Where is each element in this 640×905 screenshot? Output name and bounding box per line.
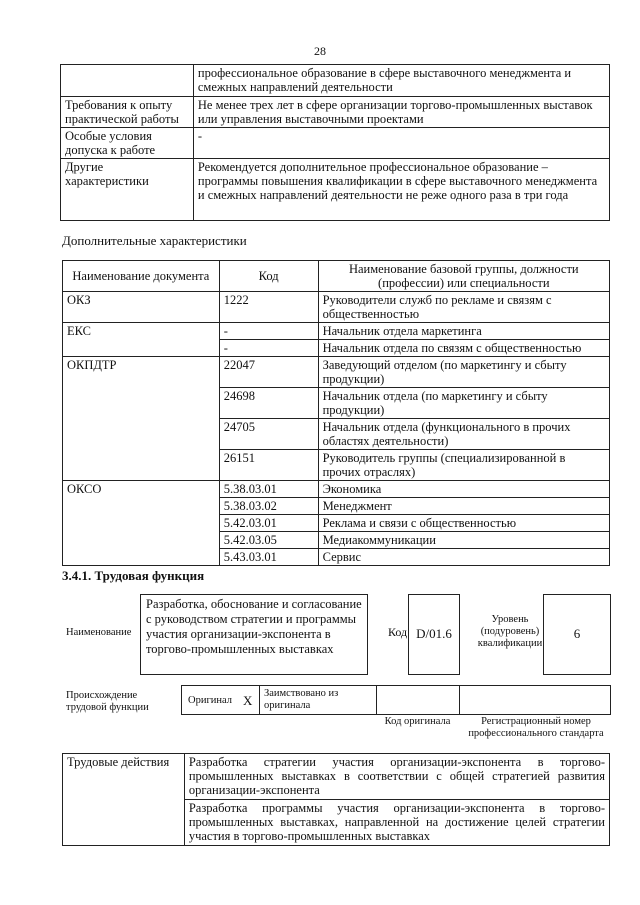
doc-cell: ОКПДТР — [63, 357, 220, 481]
name-cell: Реклама и связи с общественностью — [318, 515, 609, 532]
header-doc: Наименование документа — [63, 261, 220, 292]
level-box — [543, 594, 611, 675]
code-cell: 1222 — [219, 292, 318, 323]
function-name-box — [140, 594, 368, 675]
code-label: Код — [388, 625, 408, 639]
divider — [459, 686, 460, 714]
level-label: Уровень (подуровень) квалификации — [477, 614, 543, 649]
req-value: Не менее трех лет в сфере организации торгово-промышленных выставок или управления выставочными проектами — [193, 97, 609, 128]
req-label: Другие характеристики — [61, 159, 194, 221]
level-value: 6 — [573, 626, 581, 641]
actions-table — [62, 753, 610, 846]
code-cell: 22047 — [219, 357, 318, 388]
name-cell: Заведующий отделом (по маркетингу и сбыту продукции) — [318, 357, 609, 388]
name-cell: Менеджмент — [318, 498, 609, 515]
code-cell: 24698 — [219, 388, 318, 419]
header-name: Наименование базовой группы, должности (профессии) или специальности — [318, 261, 609, 292]
additional-table — [62, 260, 610, 566]
req-value: - — [193, 128, 609, 159]
req-value: Рекомендуется дополнительное профессиональное образование – программы повышения квалификации в сфере выставочного менеджмента и смежных направлений деятельности не реже одного раза в три года — [193, 159, 609, 221]
actions-label: Трудовые действия — [63, 754, 185, 846]
action-item: Разработка стратегии участия организации-экспонента в торгово-промышленных выставках в соответствии с общей стратегией развития организации-экспонента — [184, 754, 609, 800]
original-label: Оригинал — [188, 695, 232, 706]
doc-cell: ЕКС — [63, 323, 220, 357]
name-cell: Начальник отдела (функционального в прочих областях деятельности) — [318, 419, 609, 450]
name-cell: Экономика — [318, 481, 609, 498]
code-cell: 5.43.03.01 — [219, 549, 318, 566]
divider — [259, 686, 260, 714]
code-cell: 5.38.03.02 — [219, 498, 318, 515]
code-cell: 5.38.03.01 — [219, 481, 318, 498]
name-cell: Начальник отдела (по маркетингу и сбыту продукции) — [318, 388, 609, 419]
req-label — [61, 65, 194, 97]
function-name: Разработка, обоснование и согласование с руководством стратегии и программы участия организации-экспонента в торгово-промышленных выставках — [146, 597, 362, 656]
borrowed-label: Заимствовано из оригинала — [264, 688, 339, 711]
origin-row — [181, 685, 611, 715]
code-cell: 24705 — [219, 419, 318, 450]
doc-cell: ОКЗ — [63, 292, 220, 323]
name-cell: Сервис — [318, 549, 609, 566]
additional-title: Дополнительные характеристики — [62, 233, 247, 248]
code-cell: 5.42.03.05 — [219, 532, 318, 549]
code-value: D/01.6 — [416, 626, 452, 641]
name-cell: Медиакоммуникации — [318, 532, 609, 549]
action-item: Разработка программы участия организации-экспонента в торгово-промышленных выставках, направленной на достижение целей стратегии участия в торгово-промышленных выставках — [184, 800, 609, 846]
name-cell: Руководители служб по рекламе и связям с общественностью — [318, 292, 609, 323]
function-title: 3.4.1. Трудовая функция — [62, 568, 205, 583]
name-label: Наименование — [66, 627, 132, 638]
requirements-table — [60, 64, 610, 221]
header-code: Код — [219, 261, 318, 292]
code-cell: - — [219, 340, 318, 357]
name-cell: Начальник отдела маркетинга — [318, 323, 609, 340]
name-cell: Начальник отдела по связям с общественностью — [318, 340, 609, 357]
code-cell: 5.42.03.01 — [219, 515, 318, 532]
req-value: профессиональное образование в сфере выставочного менеджмента и смежных направлений деятельности — [193, 65, 609, 97]
doc-cell: ОКСО — [63, 481, 220, 566]
reg-caption: Регистрационный номер профессионального стандарта — [468, 716, 604, 739]
req-label: Особые условия допуска к работе — [61, 128, 194, 159]
req-label: Требования к опыту практической работы — [61, 97, 194, 128]
divider — [376, 686, 377, 714]
code-cell: 26151 — [219, 450, 318, 481]
origin-label: Происхождение трудовой функции — [66, 690, 149, 713]
code-cell: - — [219, 323, 318, 340]
original-mark: X — [243, 693, 253, 708]
page-number: 28 — [314, 44, 326, 58]
code-caption: Код оригинала — [384, 716, 451, 727]
code-box — [408, 594, 460, 675]
name-cell: Руководитель группы (специализированной в прочих отраслях) — [318, 450, 609, 481]
